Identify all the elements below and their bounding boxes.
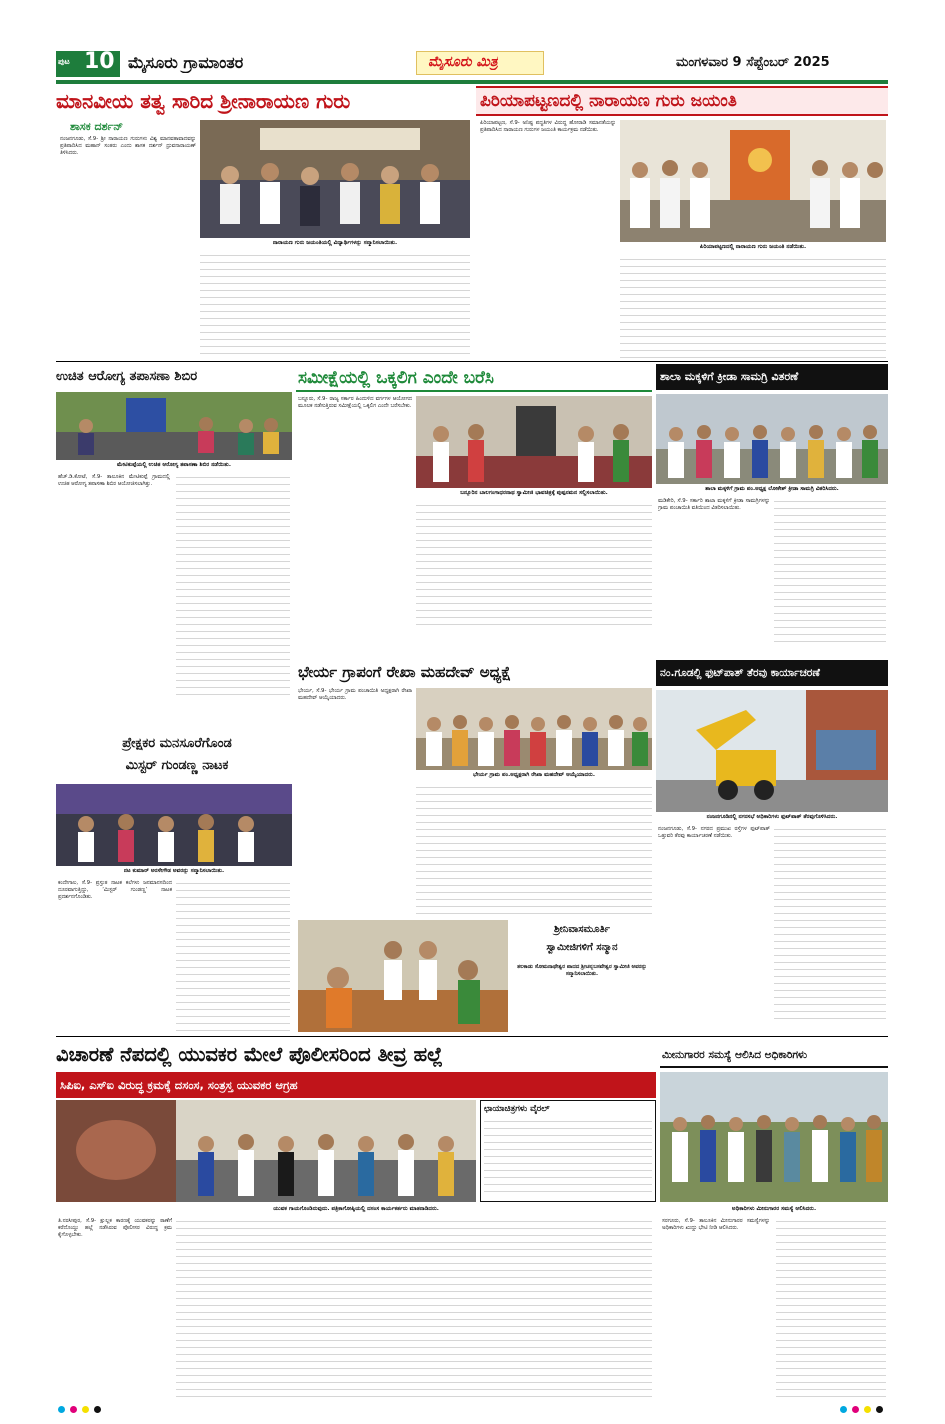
article-body: ಪಿರಿಯಾಪಟ್ಟಣ, ಸೆ.9- ಅನಿಷ್ಟ ಪದ್ಧತಿಗಳ ವಿರುದ್ಧ ಹೋರಾಡಿ ಸಮಾನತೆಯನ್ನು ಪ್ರತಿಪಾದಿಸಿದ ನಾರಾಯಣ ಗುರುಗಳ ಜಯಂತಿ ಕಾರ್ಯಕ್ರಮ ನಡೆಯಿತು. — [480, 120, 616, 134]
registration-dot — [864, 1406, 871, 1413]
photo-caption: ಶಾಲಾ ಮಕ್ಕಳಿಗೆ ಗ್ರಾಮ ಪಂ.ಅಧ್ಯಕ್ಷ ಲೋಕೇಶ್ ಕ್ರೀಡಾ ಸಾಮಗ್ರಿ ವಿತರಿಸಿದರು. — [705, 486, 839, 492]
registration-dot — [82, 1406, 89, 1413]
header-rule — [56, 80, 888, 84]
registration-dot — [70, 1406, 77, 1413]
article-body-continued — [200, 252, 470, 358]
article-photo — [56, 392, 292, 460]
headline-line-2: ಸ್ವಾಮೀಜಿಗಳಿಗೆ ಸನ್ಮಾನ — [546, 942, 618, 953]
photo-caption: ಭೇರ್ಯ ಗ್ರಾಮ ಪಂ.ಅಧ್ಯಕ್ಷರಾಗಿ ರೇಖಾ ಮಹದೇವ್ ಆಯ್ಕೆಯಾದರು. — [473, 772, 595, 778]
headline-line-1: ಶ್ರೀನಿವಾಸಮೂರ್ತಿ — [554, 924, 610, 935]
article-photo — [200, 120, 470, 238]
article-body: ನಂಜನಗೂಡು, ಸೆ.9- ಶ್ರೀ ನಾರಾಯಣ ಗುರುಗಳು ವಿಶ್ವ ಮಾನವತಾವಾದವನ್ನು ಪ್ರತಿಪಾದಿಸಿದ ಮಹಾನ್ ಸಂತರು ಎಂದು ಶಾಸಕ ದರ್ಶನ್ ಧ್ರುವನಾರಾಯಣ್ ತಿಳಿಸಿದರು. — [60, 136, 196, 157]
photo-caption: ಯುವಕ ಗಾಯಗೊಂಡಿರುವುದು. ಪತ್ರಿಕಾಗೋಷ್ಠಿಯಲ್ಲಿ ದಸಂಸ ಕಾರ್ಯಕರ್ತರು ಮಾತನಾಡಿದರು. — [273, 1206, 439, 1212]
masthead-logo: ಮೈಸೂರು ಮಿತ್ರ — [428, 54, 498, 70]
headline-line-2: ಮಿಸ್ಟರ್ ಗುಂಡಣ್ಣ ನಾಟಕ — [125, 758, 229, 773]
article-body-continued — [620, 256, 886, 358]
headline: ಶಾಲಾ ಮಕ್ಕಳಿಗೆ ಕ್ರೀಡಾ ಸಾಮಗ್ರಿ ವಿತರಣೆ — [660, 370, 799, 383]
headline: ವಿಚಾರಣೆ ನೆಪದಲ್ಲಿ ಯುವಕರ ಮೇಲೆ ಪೊಲೀಸರಿಂದ ತೀವ್ರ ಹಲ್ಲೆ — [56, 1043, 443, 1066]
registration-dot — [852, 1406, 859, 1413]
article-body: ಹೆಚ್.ಡಿ.ಕೋಟೆ, ಸೆ.9- ತಾಲೂಕಿನ ಮೇಟಿಕುಪ್ಪೆ ಗ್ರಾಮದಲ್ಲಿ ಉಚಿತ ಆರೋಗ್ಯ ತಪಾಸಣಾ ಶಿಬಿರ ಆಯೋಜಿಸಲಾಗಿತ್ತು. — [58, 474, 170, 488]
photo-caption: ಬನ್ನೂರಿನ ಬಾಲಗಂಗಾಧರನಾಥ ಸ್ವಾಮೀಜಿ ಭಾವಚಿತ್ರಕ್ಕೆ ಪುಷ್ಪನಮನ ಸಲ್ಲಿಸಲಾಯಿತು. — [460, 490, 608, 496]
article-body-continued — [416, 784, 652, 916]
headline: ಮಾನವೀಯ ತತ್ವ ಸಾರಿದ ಶ್ರೀನಾರಾಯಣ ಗುರು — [56, 89, 351, 113]
article-body: ಭೇರ್ಯ, ಸೆ.9- ಭೇರ್ಯ ಗ್ರಾಮ ಪಂಚಾಯಿತಿ ಅಧ್ಯಕ್ಷರಾಗಿ ರೇಖಾ ಮಹದೇವ್ ಆಯ್ಕೆಯಾದರು. — [298, 688, 412, 702]
article-body-continued — [176, 880, 290, 1032]
article-body-continued — [774, 826, 886, 1022]
article-photo — [298, 920, 508, 1032]
photo-caption: ನಂಜನಗೂಡಿನಲ್ಲಿ ನಗರಸಭೆ ಅಧಿಕಾರಿಗಳು ಫುಟ್‌ಪಾತ್ ತೆರವುಗೊಳಿಸಿದರು. — [706, 814, 838, 820]
article-body-continued — [774, 498, 886, 648]
article-body: ಸರಗೂರು, ಸೆ.9- ತಾಲೂಕಿನ ಮೀನುಗಾರರ ಸಮಸ್ಯೆಗಳನ್ನು ಅಧಿಕಾರಿಗಳು ಖುದ್ದು ಭೇಟಿ ನೀಡಿ ಆಲಿಸಿದರು. — [662, 1218, 770, 1232]
section-title: ಮೈಸೂರು ಗ್ರಾಮಾಂತರ — [128, 53, 244, 72]
article-body-continued — [416, 502, 652, 628]
page-label: ಪುಟ — [58, 57, 70, 66]
article-photo — [660, 1072, 888, 1202]
article-photo — [656, 394, 888, 484]
article-photo — [656, 690, 888, 812]
article-photo — [416, 688, 652, 770]
subhead: ಸಿಪಿಐ, ಎಸ್ಐ ವಿರುದ್ಧ ಕ್ರಮಕ್ಕೆ ದಸಂಸ, ಸಂತ್ರಸ್ತ ಯುವಕರ ಆಗ್ರಹ — [60, 1078, 298, 1092]
registration-dot — [58, 1406, 65, 1413]
article-body: ತಲಕಾಡು ಸೋಮನಾಥೇಶ್ವರ ಪಾದದ ಶ್ರೀಚನ್ನಬಸವೇಶ್ವರ ಸ್ವಾಮೀಜಿ ಅವರನ್ನು ಸನ್ಮಾನಿಸಲಾಯಿತು. — [517, 964, 647, 978]
sidebar-title: ಛಾಯಾಚಿತ್ರಗಳು ವೈರಲ್ — [484, 1104, 550, 1114]
page-number: 10 — [84, 49, 115, 74]
article-photo — [56, 1100, 476, 1202]
registration-dot — [94, 1406, 101, 1413]
article-body: ಕಂದೇಗಾಲ, ಸೆ.9- ಪ್ರಸ್ತುತ ನಾಟಕ ಕಲೆಗಳು ಜನಮಾನಸದಿಂದ ದೂರವಾಗುತ್ತಿದ್ದು, ‘ಮಿಸ್ಟರ್ ಗುಂಡಣ್ಣ’ ನಾಟಕ ಪ್ರದರ್ಶನಗೊಂಡಿತು. — [58, 880, 172, 901]
photo-caption: ಪಿರಿಯಾಪಟ್ಟಣದಲ್ಲಿ ನಾರಾಯಣ ಗುರು ಜಯಂತಿ ನಡೆಯಿತು. — [699, 244, 807, 250]
photo-caption: ಮೇಟಿಕುಪ್ಪೆಯಲ್ಲಿ ಉಚಿತ ಆರೋಗ್ಯ ತಪಾಸಣಾ ಶಿಬಿರ ನಡೆಯಿತು. — [117, 462, 231, 468]
article-photo — [620, 120, 886, 242]
headline-line-1: ಪ್ರೇಕ್ಷಕರ ಮನಸೂರೆಗೊಂಡ — [122, 736, 232, 751]
page-header — [44, 47, 904, 79]
article-body: ಬನ್ನೂರು, ಸೆ.9- ರಾಜ್ಯ ಸರ್ಕಾರ ಹಿಂದುಳಿದ ವರ್ಗಗಳ ಆಯೋಗದ ಮೂಲಕ ನಡೆಸುತ್ತಿರುವ ಸಮೀಕ್ಷೆಯಲ್ಲಿ ಒಕ್ಕಲಿಗ ಎಂದೇ ಬರೆಸಬೇಕು. — [298, 396, 412, 410]
registration-dot — [840, 1406, 847, 1413]
photo-caption: ನಾರಾಯಣ ಗುರು ಜಯಂತಿಯಲ್ಲಿ ವಿದ್ಯಾರ್ಥಿಗಳನ್ನು ಸನ್ಮಾನಿಸಲಾಯಿತು. — [272, 240, 398, 246]
headline: ಭೇರ್ಯ ಗ್ರಾಪಂಗೆ ರೇಖಾ ಮಹದೇವ್ ಅಧ್ಯಕ್ಷೆ — [298, 663, 512, 681]
article-body: ಮಡಿಕೇರಿ, ಸೆ.9- ಸರ್ಕಾರಿ ಶಾಲಾ ಮಕ್ಕಳಿಗೆ ಕ್ರೀಡಾ ಸಾಮಗ್ರಿಗಳನ್ನು ಗ್ರಾಮ ಪಂಚಾಯಿತಿ ವತಿಯಿಂದ ವಿತರಿಸಲಾಯಿತು. — [658, 498, 770, 512]
article-body-continued — [776, 1218, 886, 1400]
article-body-continued — [176, 1218, 652, 1400]
divider — [56, 1036, 888, 1037]
headline: ಸಮೀಕ್ಷೆಯಲ್ಲಿ ಒಕ್ಕಲಿಗ ಎಂದೇ ಬರೆಸಿ — [298, 368, 494, 388]
headline: ಪಿರಿಯಾಪಟ್ಟಣದಲ್ಲಿ ನಾರಾಯಣ ಗುರು ಜಯಂತಿ — [480, 91, 737, 111]
article-photo — [416, 396, 652, 488]
headline: ಉಚಿತ ಆರೋಗ್ಯ ತಪಾಸಣಾ ಶಿಬಿರ — [56, 369, 198, 384]
sidebar-body — [484, 1118, 652, 1198]
headline: ನಂ.ಗೂಡಲ್ಲಿ ಫುಟ್‌ಪಾತ್ ತೆರವು ಕಾರ್ಯಾಚರಣೆ — [660, 667, 820, 679]
headline: ಮೀನುಗಾರರ ಸಮಸ್ಯೆ ಆಲಿಸಿದ ಅಧಿಕಾರಿಗಳು — [662, 1049, 808, 1061]
photo-caption: ನಟ ಕುಮಾರ್ ಅರಸೇಗೌಡ ಅವರನ್ನು ಸನ್ಮಾನಿಸಲಾಯಿತು. — [123, 868, 225, 874]
article-body-continued — [176, 474, 290, 700]
kicker: ಶಾಸಕ ದರ್ಶನ್ — [70, 120, 124, 133]
registration-dot — [876, 1406, 883, 1413]
article-body: ತಿ.ನರಸೀಪುರ, ಸೆ.9- ಕ್ಷುಲ್ಲಕ ಕಾರಣಕ್ಕೆ ಯುವಕರನ್ನು ಠಾಣೆಗೆ ಕರೆದೊಯ್ದು ಹಲ್ಲೆ ನಡೆಸಿರುವ ಪೊಲೀಸರ ವಿರುದ್ಧ ಕ್ರಮ ಕೈಗೊಳ್ಳಬೇಕು. — [58, 1218, 172, 1239]
issue-date: ಮಂಗಳವಾರ 9 ಸೆಪ್ಟೆಂಬರ್ 2025 — [676, 55, 830, 70]
article-body: ನಂಜನಗೂಡು, ಸೆ.9- ನಗರದ ಪ್ರಮುಖ ರಸ್ತೆಗಳ ಫುಟ್‌ಪಾತ್ ಒತ್ತುವರಿ ತೆರವು ಕಾರ್ಯಾಚರಣೆ ನಡೆಯಿತು. — [658, 826, 770, 840]
divider — [56, 361, 888, 362]
photo-caption: ಅಧಿಕಾರಿಗಳು ಮೀನುಗಾರರ ಸಮಸ್ಯೆ ಆಲಿಸಿದರು. — [731, 1206, 817, 1212]
article-photo — [56, 784, 292, 866]
